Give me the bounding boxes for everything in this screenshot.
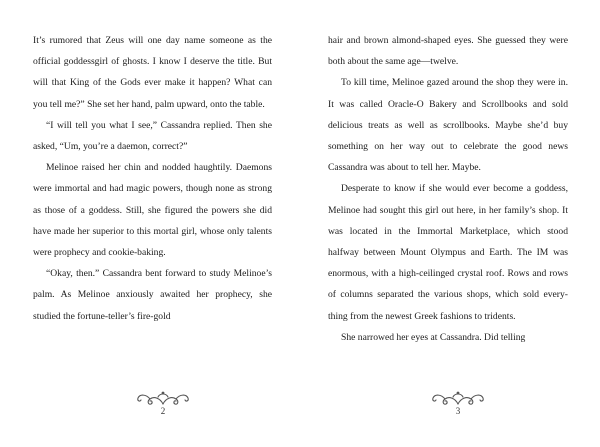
page-number: 2	[160, 406, 166, 416]
scroll-flourish-icon	[413, 388, 503, 408]
left-paragraph-4: “Okay, then.” Cassandra bent forward to study Melinoe’s palm. As Melinoe anxiously awaited her prophecy, she studied the fortune-teller’s fire-gold	[33, 268, 272, 322]
left-page	[33, 30, 272, 327]
left-paragraph-2: “I will tell you what I see,” Cassandra replied. Then she asked, “Um, you’re a daemon, correct?”	[33, 119, 272, 153]
left-paragraph-1: It’s rumored that Zeus will one day name someone as the official goddessgirl of ghosts. I know I deserve the title. But will that King of the Gods ever make it happen? What can you tell me?” She set her hand, palm upward, onto the table.	[33, 35, 272, 110]
left-paragraph-3: Melinoe raised her chin and nodded haughtily. Daemons were immortal and had magic powers, though none as strong as those of a goddess. Still, she figured the powers she did have made her superior to this mortal girl, whose only talents were prophecy and cookie-baking.	[33, 162, 272, 259]
right-paragraph-2: To kill time, Melinoe gazed around the shop they were in. It was called Oracle-O Bakery and Scrollbooks and sold delicious treats as well as scrollbooks. Maybe she’d buy something on her way out to celebrate the good news Cassandra was about to tell her. Maybe.	[328, 77, 568, 174]
right-paragraph-3: Desperate to know if she would ever become a goddess, Melinoe had sought this girl out here, in her family’s shop. It was located in the Immortal Marketplace, which stood halfway between Mount Olympus and Earth. The IM was enormous, with a high-ceilinged crystal roof. Rows and rows of columns separated the various shops, which sold everything from the newest Greek fashions to tridents.	[328, 183, 568, 322]
right-paragraph-1: hair and brown almond-shaped eyes. She guessed they were both about the same age—twelve.	[328, 35, 568, 68]
right-page	[328, 30, 568, 348]
right-paragraph-4: She narrowed her eyes at Cassandra. Did telling	[341, 331, 526, 343]
page-number: 3	[455, 406, 461, 416]
right-page-footer	[413, 388, 503, 424]
scroll-flourish-icon	[118, 388, 208, 408]
left-page-footer	[118, 388, 208, 424]
